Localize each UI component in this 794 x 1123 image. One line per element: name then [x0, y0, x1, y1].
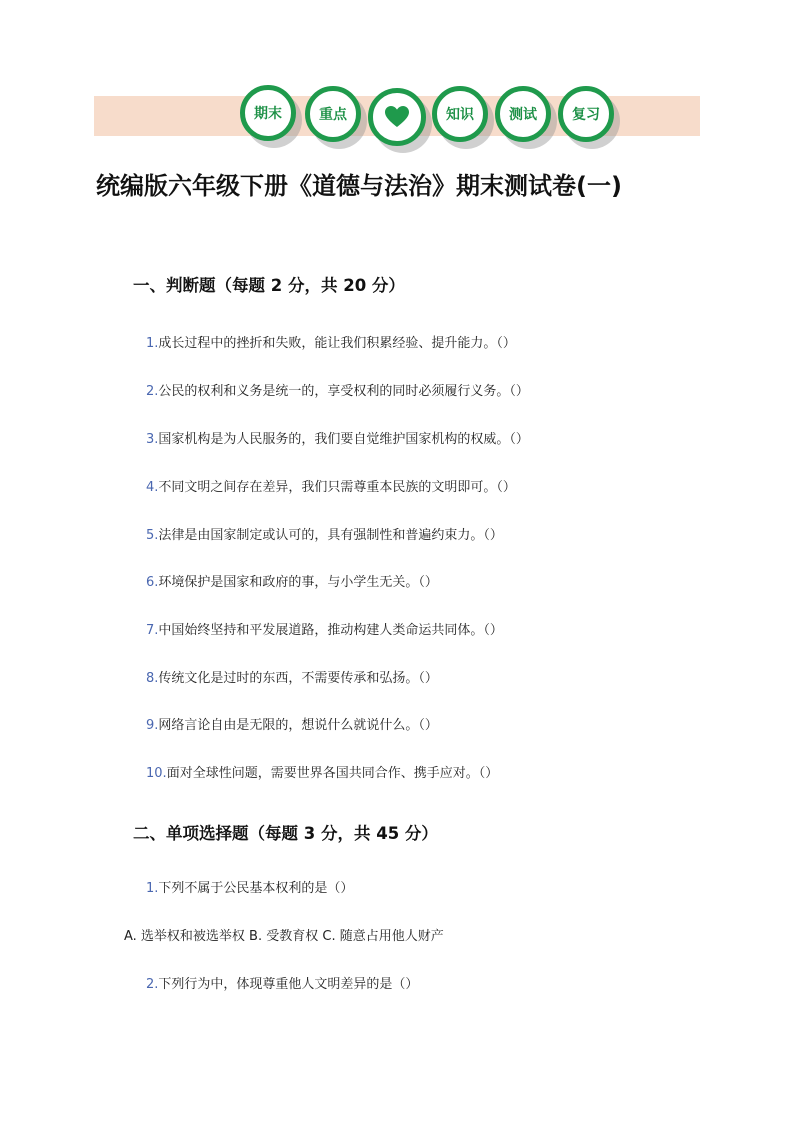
- question-text: 下列不属于公民基本权利的是（）: [158, 881, 354, 896]
- badge-label: 测试: [509, 107, 537, 123]
- question-number: 4.: [146, 480, 159, 495]
- badge-label: 复习: [572, 107, 600, 123]
- badge-qimo: [240, 85, 296, 141]
- question-number: 10.: [146, 766, 167, 781]
- question-number: 7.: [146, 623, 159, 638]
- question-text: 中国始终坚持和平发展道路，推动构建人类命运共同体。（）: [158, 623, 503, 638]
- question-item: [146, 428, 529, 447]
- page-title: 统编版六年级下册《道德与法治》期末测试卷(一): [96, 172, 622, 200]
- heart-icon: [384, 105, 410, 129]
- question-number: 2.: [146, 384, 159, 399]
- banner-badges: [0, 0, 794, 150]
- question-number: 1.: [146, 336, 159, 351]
- question-text: 下列行为中，体现尊重他人文明差异的是（）: [158, 977, 419, 992]
- question-number: 6.: [146, 575, 159, 590]
- question-item: [146, 476, 516, 495]
- question-text: 面对全球性问题，需要世界各国共同合作、携手应对。（）: [166, 766, 499, 781]
- badge-ceshi: [495, 86, 551, 142]
- question-number: 1.: [146, 881, 159, 896]
- badge-fuxi: [558, 86, 614, 142]
- badge-label: 知识: [446, 107, 474, 123]
- question-item: [146, 973, 418, 992]
- question-number: 3.: [146, 432, 159, 447]
- question-item: [146, 332, 516, 351]
- question-text: 成长过程中的挫折和失败，能让我们积累经验、提升能力。（）: [158, 336, 516, 351]
- question-item: [146, 877, 353, 896]
- question-options: A. 选举权和被选举权 B. 受教育权 C. 随意占用他人财产: [124, 929, 444, 944]
- question-text: 环境保护是国家和政府的事，与小学生无关。（）: [158, 575, 438, 590]
- question-text: 法律是由国家制定或认可的，具有强制性和普遍约束力。（）: [158, 528, 503, 543]
- question-item: [146, 380, 529, 399]
- badge-label: 期末: [254, 106, 282, 122]
- question-item: [146, 619, 503, 638]
- question-item: [146, 524, 503, 543]
- badge-heart: [368, 88, 426, 146]
- badge-zhongdian: [305, 86, 361, 142]
- section-heading-single-choice: 二、单项选择题（每题 3 分，共 45 分）: [133, 824, 438, 843]
- question-number: 5.: [146, 528, 159, 543]
- badge-zhishi: [432, 86, 488, 142]
- question-number: 9.: [146, 718, 159, 733]
- question-item: [146, 667, 438, 686]
- question-text: 国家机构是为人民服务的，我们要自觉维护国家机构的权威。（）: [158, 432, 529, 447]
- section-heading-true-false: 一、判断题（每题 2 分，共 20 分）: [133, 276, 405, 295]
- question-text: 网络言论自由是无限的，想说什么就说什么。（）: [158, 718, 438, 733]
- question-item: [146, 762, 498, 781]
- question-item: [146, 571, 438, 590]
- question-number: 2.: [146, 977, 159, 992]
- question-text: 公民的权利和义务是统一的，享受权利的同时必须履行义务。（）: [158, 384, 529, 399]
- question-number: 8.: [146, 671, 159, 686]
- badge-label: 重点: [319, 107, 347, 123]
- question-item: [146, 714, 438, 733]
- question-text: 不同文明之间存在差异，我们只需尊重本民族的文明即可。（）: [158, 480, 516, 495]
- question-text: 传统文化是过时的东西，不需要传承和弘扬。（）: [158, 671, 438, 686]
